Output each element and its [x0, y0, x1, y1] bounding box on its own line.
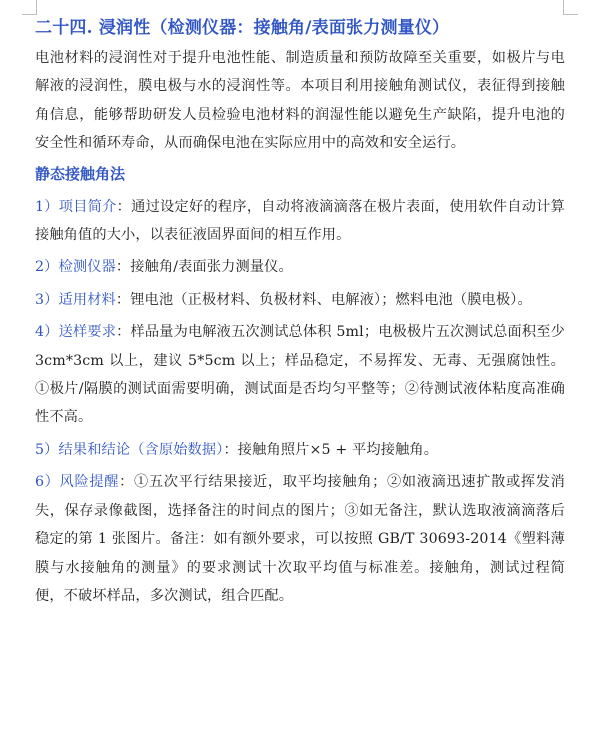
item-label: 3）适用材料 [35, 291, 116, 308]
item-label: 2）检测仪器 [35, 259, 116, 276]
item-text: ：接触角照片×5 + 平均接触角。 [223, 441, 439, 458]
margin-corner-mark [563, 0, 578, 15]
item-text: ：接触角/表面张力测量仪。 [115, 259, 293, 276]
section-title: 二十四. 浸润性（检测仪器：接触角/表面张力测量仪） [35, 18, 450, 38]
item-text: ：样品量为电解液五次测试总体积 5ml；电极极片五次测试总面积至少 3cm*3cm 以上，建议 5*5cm 以上；样品稳定，不易挥发、无毒、无强腐蚀性。①极片/隔膜的测试面需要明确，测试面是否均匀平整等；②待测试液体粘度高准确性不高。 [35, 324, 565, 426]
item-label: 1）项目简介 [35, 198, 117, 215]
item-text: ：通过设定好的程序，自动将液滴滴落在极片表面，使用软件自动计算接触角值的大小，以表征液固界面间的相互作用。 [35, 198, 565, 244]
list-item [35, 318, 565, 432]
list-item [35, 253, 565, 281]
list-item [35, 193, 565, 250]
margin-corner-mark [22, 0, 37, 15]
list-item [35, 436, 565, 464]
list-item [35, 286, 565, 314]
intro-paragraph: 电池材料的浸润性对于提升电池性能、制造质量和预防故障至关重要，如极片与电解液的浸润性，膜电极与水的浸润性等。本项目利用接触角测试仪，表征得到接触角信息，能够帮助研发人员检验电池材料的润湿性能以避免生产缺陷，提升电池的安全性和循环寿命，从而确保电池在实际应用中的高效和安全运行。 [35, 50, 565, 152]
list-item [35, 468, 565, 610]
item-label: 6）风险提醒 [35, 474, 120, 491]
subsection-heading: 静态接触角法 [35, 164, 126, 183]
item-text: ：锂电池（正极材料、负极材料、电解液）；燃料电池（膜电极）。 [115, 291, 532, 308]
item-label: 4）送样要求 [35, 324, 117, 341]
item-label: 5）结果和结论（含原始数据） [35, 441, 224, 458]
item-text: ：①五次平行结果接近，取平均接触角；②如液滴迅速扩散或挥发消失，保存录像截图，选择备注的时间点的图片；③如无备注，默认选取液滴滴落后稳定的第 1 张图片。备注：如有额外要求，可以按照 GB/T 30693-2014《塑料薄膜与水接触角的测量》的要求测试十次取平均值与标准差。接触角，测试过程简便，不破坏样品，多次测试，组合匹配。 [35, 474, 565, 604]
document-body [35, 14, 565, 610]
